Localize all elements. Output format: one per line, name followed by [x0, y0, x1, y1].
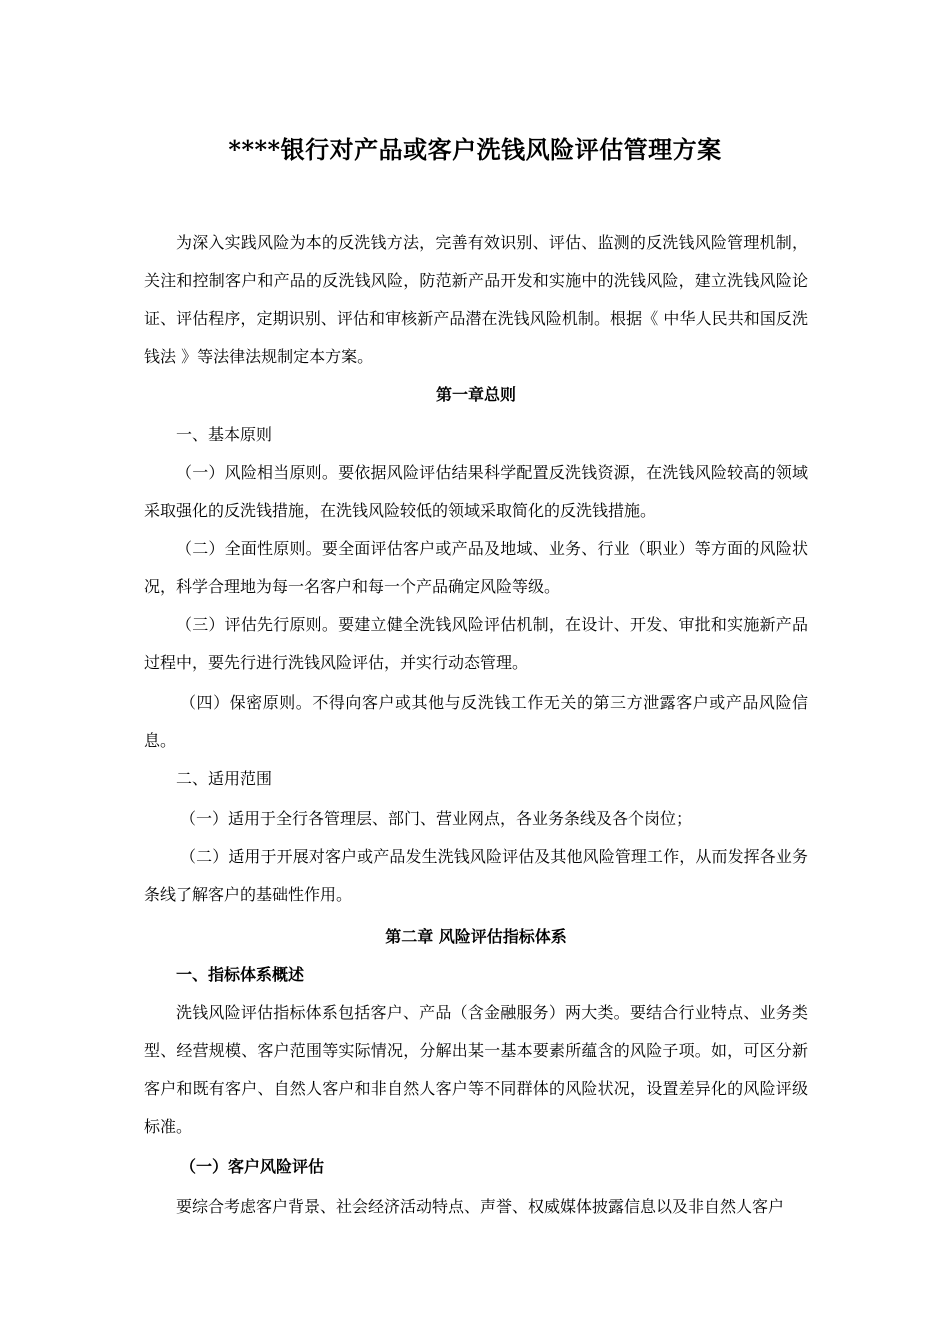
chapter2-heading: 第二章 风险评估指标体系	[385, 927, 567, 946]
indicator-overview-paragraph: 洗钱风险评估指标体系包括客户、产品（含金融服务）两大类。要结合行业特点、业务类型、经营规模、客户范围等实际情况，分解出某一基本要素所蕴含的风险子项。如，可区分新客户和既有客户、自然人客户和非自然人客户等不同群体的风险状况，设置差异化的风险评级标准。	[144, 1003, 808, 1136]
principle-4-paragraph: （四）保密原则。不得向客户或其他与反洗钱工作无关的第三方泄露客户或产品风险信息。	[144, 693, 808, 750]
principle-2-paragraph: （二）全面性原则。要全面评估客户或产品及地域、业务、行业（职业）等方面的风险状况，科学合理地为每一名客户和每一个产品确定风险等级。	[144, 539, 808, 596]
scope-2-paragraph: （二）适用于开展对客户或产品发生洗钱风险评估及其他风险管理工作，从而发挥各业务条线了解客户的基础性作用。	[144, 847, 808, 904]
section-scope-title: 二、适用范围	[176, 769, 273, 788]
section-basic-principles-title: 一、基本原则	[176, 425, 273, 444]
customer-risk-assessment-paragraph: 要综合考虑客户背景、社会经济活动特点、声誉、权威媒体披露信息以及非自然人客户	[176, 1197, 785, 1216]
principle-3-paragraph: （三）评估先行原则。要建立健全洗钱风险评估机制，在设计、开发、审批和实施新产品过程中，要先行进行洗钱风险评估，并实行动态管理。	[144, 615, 808, 672]
chapter1-heading: 第一章总则	[435, 385, 516, 404]
customer-risk-assessment-title: （一）客户风险评估	[180, 1157, 325, 1176]
intro-paragraph: 为深入实践风险为本的反洗钱方法，完善有效识别、评估、监测的反洗钱风险管理机制，关注和控制客户和产品的反洗钱风险，防范新产品开发和实施中的洗钱风险，建立洗钱风险论证、评估程序，定期识别、评估和审核新产品潜在洗钱风险机制。根据《 中华人民共和国反洗钱法 》等法律法规制定本方案。	[144, 233, 808, 366]
scope-1-paragraph: （一）适用于全行各管理层、部门、营业网点，各业务条线及各个岗位；	[180, 809, 693, 828]
section-indicator-overview-title: 一、指标体系概述	[176, 965, 305, 984]
principle-1-paragraph: （一）风险相当原则。要依据风险评估结果科学配置反洗钱资源，在洗钱风险较高的领域采取强化的反洗钱措施，在洗钱风险较低的领域采取简化的反洗钱措施。	[144, 463, 808, 520]
document-title: ****银行对产品或客户洗钱风险评估管理方案	[228, 135, 722, 164]
